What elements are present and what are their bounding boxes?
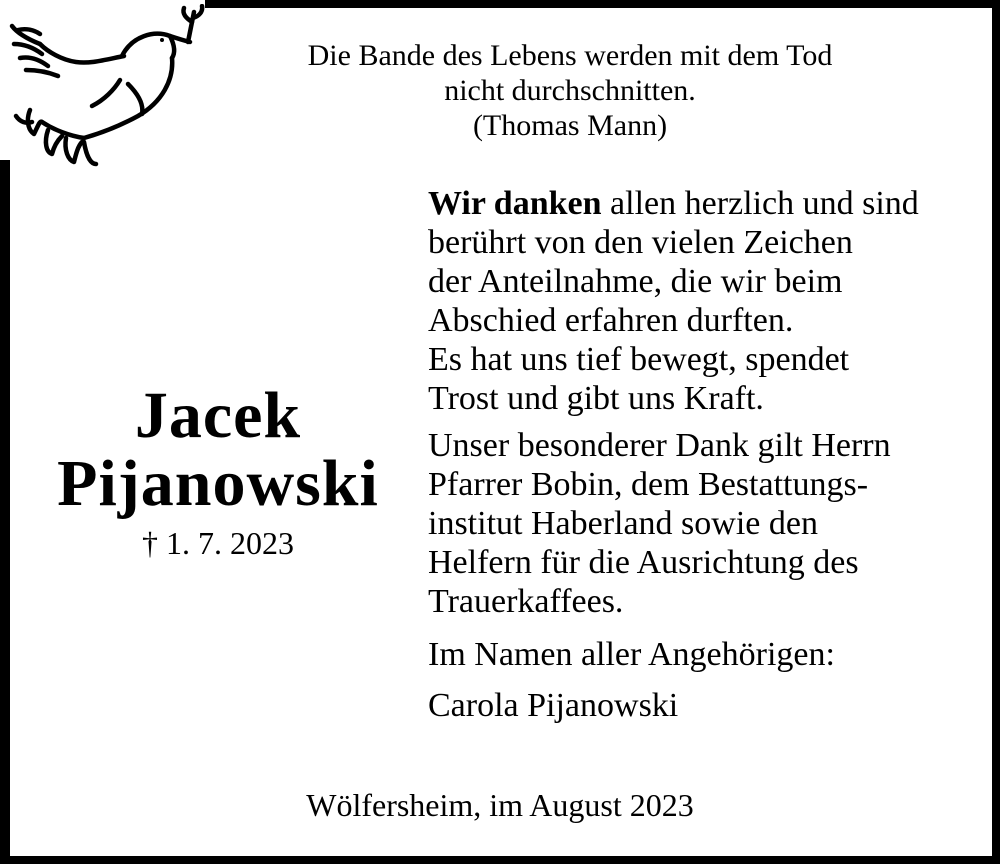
quote-line: nicht durchschnitten. xyxy=(444,74,696,107)
death-date: † 1. 7. 2023 xyxy=(142,525,294,561)
dove-icon xyxy=(4,4,214,176)
thanks-paragraph xyxy=(428,184,968,418)
thanks-line: Helfern für die Ausrichtung des xyxy=(428,544,859,581)
special-thanks-paragraph xyxy=(428,426,968,621)
thanks-line: Abschied erfahren durften. xyxy=(428,302,794,339)
thanks-line: Trauerkaffees. xyxy=(428,583,624,620)
quote-line: Die Bande des Lebens werden mit dem Tod xyxy=(307,39,833,72)
thanks-line: der Anteilnahme, die wir beim xyxy=(428,263,843,300)
quote-block xyxy=(300,38,840,143)
thanks-line xyxy=(428,184,968,223)
thanks-line: Pfarrer Bobin, dem Bestattungs- xyxy=(428,466,869,503)
deceased-block xyxy=(36,379,400,562)
thanks-line: Es hat uns tief bewegt, spendet xyxy=(428,341,850,378)
thanks-line-rest: allen herzlich und sind xyxy=(601,185,919,222)
place-date: Wölfersheim, im August 2023 xyxy=(306,787,694,823)
closing-line: Im Namen aller Angehörigen: xyxy=(428,636,835,673)
thanks-line: Trost und gibt uns Kraft. xyxy=(428,380,764,417)
thanks-text xyxy=(428,184,968,725)
signature: Carola Pijanowski xyxy=(428,687,679,724)
thanks-line: berührt von den vielen Zeichen xyxy=(428,224,853,261)
deceased-last-name: Pijanowski xyxy=(57,447,379,520)
thanks-line: institut Haberland sowie den xyxy=(428,505,818,542)
thanks-line: Unser besonderer Dank gilt Herrn xyxy=(428,427,891,464)
deceased-first-name: Jacek xyxy=(134,379,302,452)
thanks-lead: Wir danken xyxy=(428,185,602,222)
quote-author: (Thomas Mann) xyxy=(472,109,668,142)
